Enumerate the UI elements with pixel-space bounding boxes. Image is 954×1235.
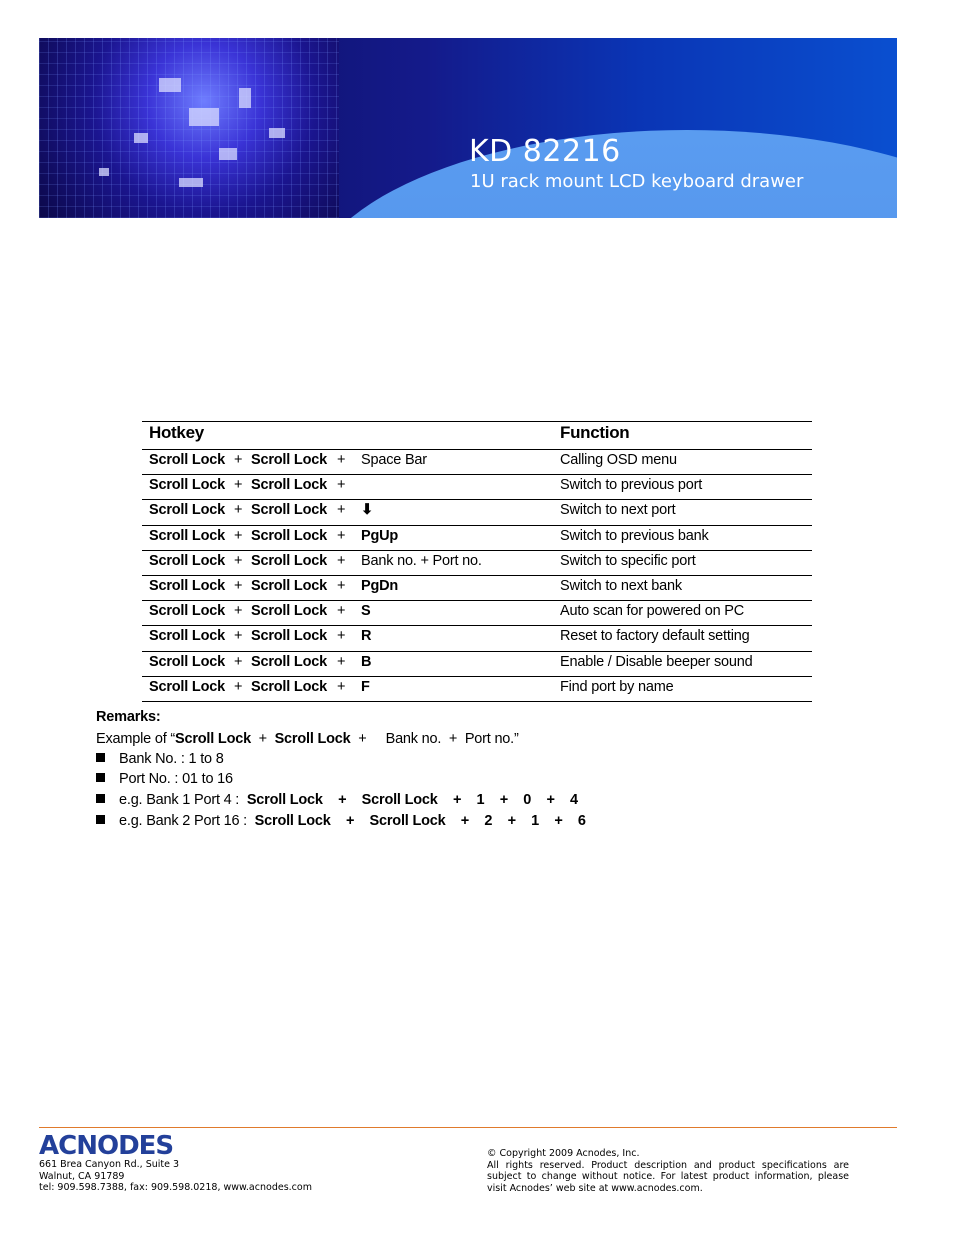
hotkey-key-2: Scroll Lock: [251, 628, 327, 645]
table-row: [142, 601, 812, 626]
remarks-port-range: Port No. : 01 to 16: [96, 771, 233, 787]
plus-sign: +: [337, 628, 346, 645]
down-arrow-icon: ⬇: [361, 502, 373, 519]
remarks-example: Example of “Scroll Lock + Scroll Lock + Bank no. + Port no.”: [96, 731, 519, 747]
plus-sign: +: [234, 452, 243, 468]
hotkey-key-2: Scroll Lock: [251, 527, 327, 544]
remarks-example-1: e.g. Bank 1 Port 4 : Scroll Lock + Scroll Lock + 1 + 0 + 4: [96, 792, 578, 808]
footer-divider: [39, 1127, 897, 1128]
hotkey-key-3: F: [361, 678, 370, 695]
plus-sign: +: [234, 577, 243, 594]
plus-sign: +: [337, 452, 346, 468]
circuit-board-image: [39, 38, 339, 218]
remarks-example-2: e.g. Bank 2 Port 16 : Scroll Lock + Scroll Lock + 2 + 1 + 6: [96, 813, 586, 829]
table-row: [142, 652, 812, 677]
plus-sign: +: [337, 603, 346, 620]
plus-sign: +: [337, 502, 346, 519]
plus-sign: +: [234, 603, 243, 620]
function-description: Reset to factory default setting: [560, 628, 750, 645]
footer-address: 661 Brea Canyon Rd., Suite 3 Walnut, CA 91789 tel: 909.598.7388, fax: 909.598.0218, www.acnodes.com: [39, 1159, 312, 1193]
hotkey-key-2: Scroll Lock: [251, 678, 327, 695]
table-row: [142, 551, 812, 576]
function-description: Switch to previous bank: [560, 527, 709, 544]
footer-legal: [487, 1148, 849, 1194]
plus-sign: +: [337, 477, 346, 494]
table-header: [142, 421, 812, 450]
square-bullet-icon: [96, 794, 105, 803]
function-description: Auto scan for powered on PC: [560, 603, 745, 620]
hotkey-key-3: Bank no. + Port no.: [361, 552, 482, 569]
hotkey-key-3: PgDn: [361, 577, 399, 594]
remarks-title: Remarks:: [96, 709, 161, 725]
hotkey-key-1: Scroll Lock: [149, 502, 225, 519]
hotkey-key-2: Scroll Lock: [251, 452, 327, 468]
hotkey-column-header: Hotkey: [149, 423, 204, 442]
hotkey-key-2: Scroll Lock: [251, 477, 327, 494]
hotkey-key-3: R: [361, 628, 372, 645]
hotkey-key-1: Scroll Lock: [149, 552, 225, 569]
hotkey-key-1: Scroll Lock: [149, 653, 225, 670]
hotkey-key-1: Scroll Lock: [149, 603, 225, 620]
hotkey-key-3: S: [361, 603, 371, 620]
square-bullet-icon: [96, 815, 105, 824]
function-description: Switch to previous port: [560, 477, 703, 494]
table-row: [142, 576, 812, 601]
copyright-text: © Copyright 2009 Acnodes, Inc.: [487, 1148, 640, 1159]
remarks-bank-range: Bank No. : 1 to 8: [96, 751, 224, 767]
hotkey-key-3: Space Bar: [361, 452, 427, 468]
plus-sign: +: [337, 653, 346, 670]
square-bullet-icon: [96, 773, 105, 782]
table-row: [142, 450, 812, 475]
plus-sign: +: [337, 552, 346, 569]
hotkey-key-1: Scroll Lock: [149, 452, 225, 468]
function-description: Find port by name: [560, 678, 674, 695]
plus-sign: +: [337, 577, 346, 594]
page-title: KD 82216: [469, 134, 621, 169]
plus-sign: +: [337, 527, 346, 544]
hotkey-key-2: Scroll Lock: [251, 577, 327, 594]
table-row: [142, 500, 812, 525]
plus-sign: +: [234, 653, 243, 670]
function-description: Calling OSD menu: [560, 452, 677, 468]
hotkey-key-1: Scroll Lock: [149, 527, 225, 544]
hotkey-key-1: Scroll Lock: [149, 477, 225, 494]
plus-sign: +: [234, 502, 243, 519]
square-bullet-icon: [96, 753, 105, 762]
function-description: Switch to next port: [560, 502, 676, 519]
plus-sign: +: [234, 678, 243, 695]
hotkey-table: [142, 421, 812, 702]
plus-sign: +: [234, 552, 243, 569]
hotkey-key-2: Scroll Lock: [251, 502, 327, 519]
hotkey-key-2: Scroll Lock: [251, 552, 327, 569]
hotkey-key-3: B: [361, 653, 372, 670]
function-column-header: Function: [560, 423, 630, 442]
hotkey-key-3: PgUp: [361, 527, 399, 544]
plus-sign: +: [234, 477, 243, 494]
legal-text: All rights reserved. Product description and product specifications are subject to change without notice. For latest product information, please visit Acnodes’ web site at www.acnodes.com.: [487, 1159, 849, 1194]
hotkey-key-1: Scroll Lock: [149, 577, 225, 594]
table-row: [142, 677, 812, 702]
table-row: [142, 475, 812, 500]
acnodes-logo: ACNODES: [39, 1131, 174, 1161]
function-description: Switch to next bank: [560, 577, 682, 594]
plus-sign: +: [234, 628, 243, 645]
page-subtitle: 1U rack mount LCD keyboard drawer: [470, 171, 804, 192]
hotkey-key-2: Scroll Lock: [251, 603, 327, 620]
hotkey-key-2: Scroll Lock: [251, 653, 327, 670]
hotkey-key-1: Scroll Lock: [149, 628, 225, 645]
function-description: Enable / Disable beeper sound: [560, 653, 753, 670]
plus-sign: +: [337, 678, 346, 695]
plus-sign: +: [234, 527, 243, 544]
hotkey-key-1: Scroll Lock: [149, 678, 225, 695]
table-row: [142, 626, 812, 651]
table-row: [142, 526, 812, 551]
function-description: Switch to specific port: [560, 552, 696, 569]
